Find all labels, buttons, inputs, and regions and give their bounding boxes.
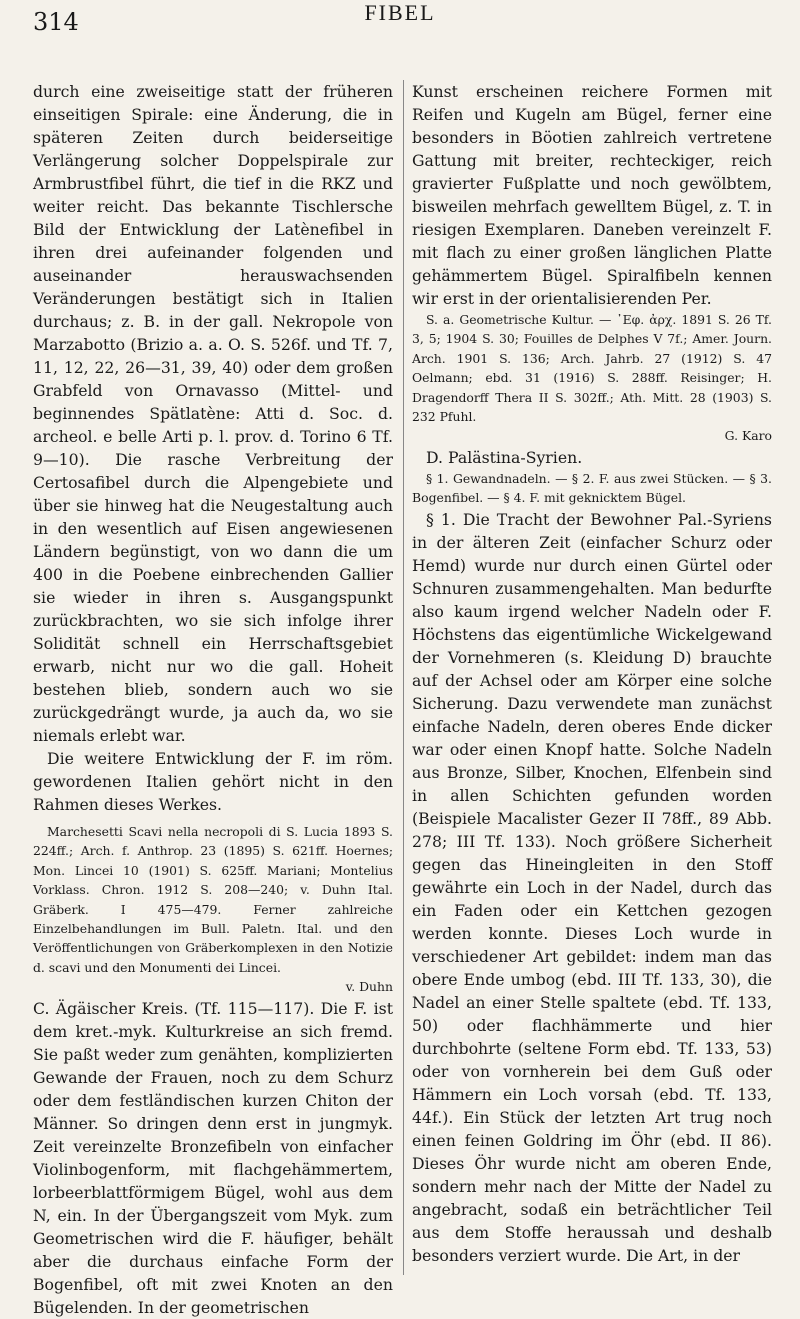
left-column (33, 80, 393, 1319)
paragraph: Kunst erscheinen reichere Formen mit Reifen und Kugeln am Bügel, ferner eine besonders in Böotien zahlreich vertretene Gattung mit breiter, rechteckiger, reich gravierter Fußplatte und noch gewölbtem, bisweilen mehrfach gewelltem Bügel, z. T. in riesigen Exemplaren. Daneben vereinzelt F. mit flach zu einer großen länglichen Platte gehämmertem Bügel. Spiralfibeln kennen wir erst in der orientalisierenden Per. (412, 82, 772, 308)
section-heading: D. Palästina-Syrien. (426, 447, 583, 467)
section-contents: § 1. Gewandnadeln. — § 2. F. aus zwei Stücken. — § 3. Bogenfibel. — § 4. F. mit geknicktem Bügel. (412, 470, 772, 506)
author-signature: v. Duhn (345, 979, 393, 995)
bibliography: S. a. Geometrische Kultur. — ᾽Εφ. ἀρχ. 1891 S. 26 Tf. 3, 5; 1904 S. 30; Fouilles de Delphes V 7f.; Amer. Journ. Arch. 1901 S. 136; Arch. Jahrb. 27 (1912) S. 47 Oelmann; ebd. 31 (1916) S. 288ff. Reisinger; H. Dragendorff Thera II S. 302ff.; Ath. Mitt. 28 (1903) S. 232 Pfuhl. (412, 312, 772, 425)
bibliography: Marchesetti Scavi nella necropoli di S. Lucia 1893 S. 224ff.; Arch. f. Anthrop. 23 (1895) S. 621ff. Hoernes; Mon. Lincei 10 (1901) S. 625ff. Mariani; Montelius Vorklass. Chron. 1912 S. 208—240; v. Duhn Ital. Gräberk. I 475—479. Ferner zahlreiche Einzelbehandlungen im Bull. Paletn. Ital. und den Veröffentlichungen von Gräberkomplexen in den Notizie d. scavi und den Monumenti dei Lincei. (33, 824, 393, 975)
paragraph: § 1. Die Tracht der Bewohner Pal.-Syriens in der älteren Zeit (einfacher Schurz oder Hemd) wurde nur durch einen Gürtel oder Schnuren zusammengehalten. Man bedurfte also kaum irgend welcher Nadeln oder F. Höchstens das eigentümliche Wickelgewand der Vornehmeren (s. Kleidung D) brauchte auf der Achsel oder am Körper eine solche Sicherung. Dazu verwendete man zunächst einfache Nadeln, deren oberes Ende dicker war oder einen Knopf hatte. Solche Nadeln aus Bronze, Silber, Knochen, Elfenbein sind in allen Schichten gefunden worden (Beispiele Macalister Gezer II 78ff., 89 Abb. 278; III Tf. 133). Noch größere Sicherheit gegen das Hineingleiten in den Stoff gewährte ein Loch in der Nadel, durch das ein Faden oder ein Kettchen gezogen werden konnte. Dieses Loch wurde in verschiedener Art gebildet: indem man das obere Ende umbog (ebd. III Tf. 133, 30), die Nadel an einer Stelle spaltete (ebd. Tf. 133, 50) oder flachhämmerte und hier durchbohrte (seltene Form ebd. Tf. 133, 53) oder von vornherein bei dem Guß oder Hämmern ein Loch vorsah (ebd. Tf. 133, 44f.). Ein Stück der letzten Art trug noch einen feinen Goldring im Öhr (ebd. II 86). Dieses Öhr wurde nicht am oberen Ende, sondern mehr nach der Mitte der Nadel zu angebracht, sodaß ein beträchtlicher Teil aus dem Stoffe heraussah und deshalb besonders verziert wurde. Die Art, in der (412, 509, 772, 1265)
page-header (0, 0, 800, 80)
column-divider (403, 80, 404, 1275)
page-title: FIBEL (364, 0, 436, 25)
page-number: 314 (33, 8, 79, 36)
paragraph: Die weitere Entwicklung der F. im röm. gewordenen Italien gehört nicht in den Rahmen dieses Werkes. (33, 749, 393, 814)
author-signature: G. Karo (724, 428, 772, 444)
paragraph: durch eine zweiseitige statt der früheren einseitigen Spirale: eine Änderung, die in späteren Zeiten durch beiderseitige Verlängerung solcher Doppelspirale zur Armbrustfibel führt, die tief in die RKZ und weiter reicht. Das bekannte Tischlersche Bild der Entwicklung der Latènefibel in ihren drei aufeinander folgenden und auseinander herauswachsenden Veränderungen bestätigt sich in Italien durchaus; z. B. in der gall. Nekropole von Marzabotto (Brizio a. a. O. S. 526f. und Tf. 7, 11, 12, 22, 26—31, 39, 40) oder dem großen Grabfeld von Ornavasso (Mittel- und beginnendes Spätlatène: Atti d. Soc. d. archeol. e belle Arti p. l. prov. d. Torino 6 Tf. 9—10). Die rasche Verbreitung der Certosafibel durch die Alpengebiete und über sie hinweg hat die Neugestaltung auch in den wesentlich auf Eisen angewiesenen Ländern begünstigt, von wo dann die um 400 in die Poebene einbrechenden Gallier sie wieder in ihren s. Ausgangspunkt zurückbrachten, wo sie sich infolge ihrer Solidität schnell ein Herrschaftsgebiet erwarb, nicht nur wo die gall. Hoheit bestehen blieb, sondern auch wo sie zurückgedrängt wurde, ja auch da, wo sie niemals erlebt war. (33, 82, 393, 745)
right-column (412, 80, 772, 1267)
paragraph: C. Ägäischer Kreis. (Tf. 115—117). Die F. ist dem kret.-myk. Kulturkreise an sich fremd. Sie paßt weder zum genähten, komplizierten Gewande der Frauen, noch zu dem Schurz oder dem festländischen kurzen Chiton der Männer. So dringen denn erst in jungmyk. Zeit vereinzelte Bronzefibeln von einfacher Violinbogenform, mit flachgehämmertem, lorbeerblattförmigem Bügel, wohl aus dem N, ein. In der Übergangszeit vom Myk. zum Geometrischen wird die F. häufiger, behält aber die durchaus einfache Form der Bogenfibel, oft mit zwei Knoten an den Bügelenden. In der geometrischen (33, 998, 393, 1317)
